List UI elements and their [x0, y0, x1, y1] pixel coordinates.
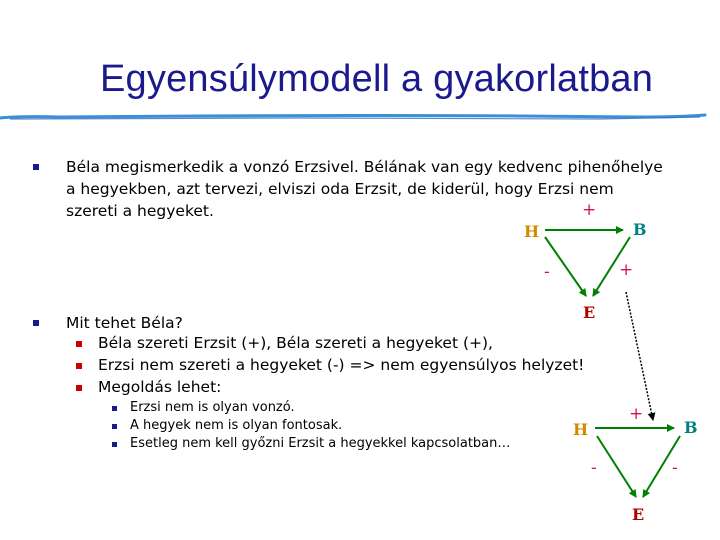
node-b-top: B	[633, 220, 647, 239]
sub-bullet-3: Megoldás lehet:	[98, 378, 222, 396]
sign-be-bottom: -	[672, 458, 678, 478]
bullet2-text: Mit tehet Béla?	[66, 314, 183, 332]
node-e-top: E	[583, 303, 596, 322]
subsub-bullet-1: Erzsi nem is olyan vonzó.	[130, 400, 295, 415]
bullet1-line2: a hegyekben, azt tervezi, elviszi oda Erzsit, de kiderül, hogy Erzsi nem	[66, 180, 614, 198]
edge-h-e-bottom	[597, 436, 636, 497]
node-e-bottom: E	[632, 505, 645, 524]
node-h-top: H	[524, 222, 540, 241]
bullet1-line3: szereti a hegyeket.	[66, 202, 214, 220]
slide-title: Egyensúlymodell a gyakorlatban	[100, 58, 654, 100]
sign-hb-bottom: +	[629, 404, 644, 424]
subsub-bullet-3: Esetleg nem kell győzni Erzsit a hegyekkel kapcsolatban…	[130, 436, 511, 451]
sub-bullet-2: Erzsi nem szereti a hegyeket (-) => nem egyensúlyos helyzet!	[98, 356, 585, 374]
sign-hb-top: +	[582, 200, 597, 220]
sign-he-bottom: -	[591, 458, 597, 478]
bullet1-line1: Béla megismerkedik a vonzó Erzsivel. Bélának van egy kedvenc pihenőhelye	[66, 158, 663, 176]
sign-he-top: -	[544, 262, 550, 282]
subsub-bullet-2: A hegyek nem is olyan fontosak.	[130, 418, 343, 433]
sign-be-top: +	[619, 260, 634, 280]
sub-bullet-1: Béla szereti Erzsit (+), Béla szereti a hegyeket (+),	[98, 334, 493, 352]
node-h-bottom: H	[573, 420, 589, 439]
transition-arrow	[626, 292, 653, 420]
node-b-bottom: B	[684, 418, 698, 437]
edge-h-e-top	[545, 237, 586, 296]
